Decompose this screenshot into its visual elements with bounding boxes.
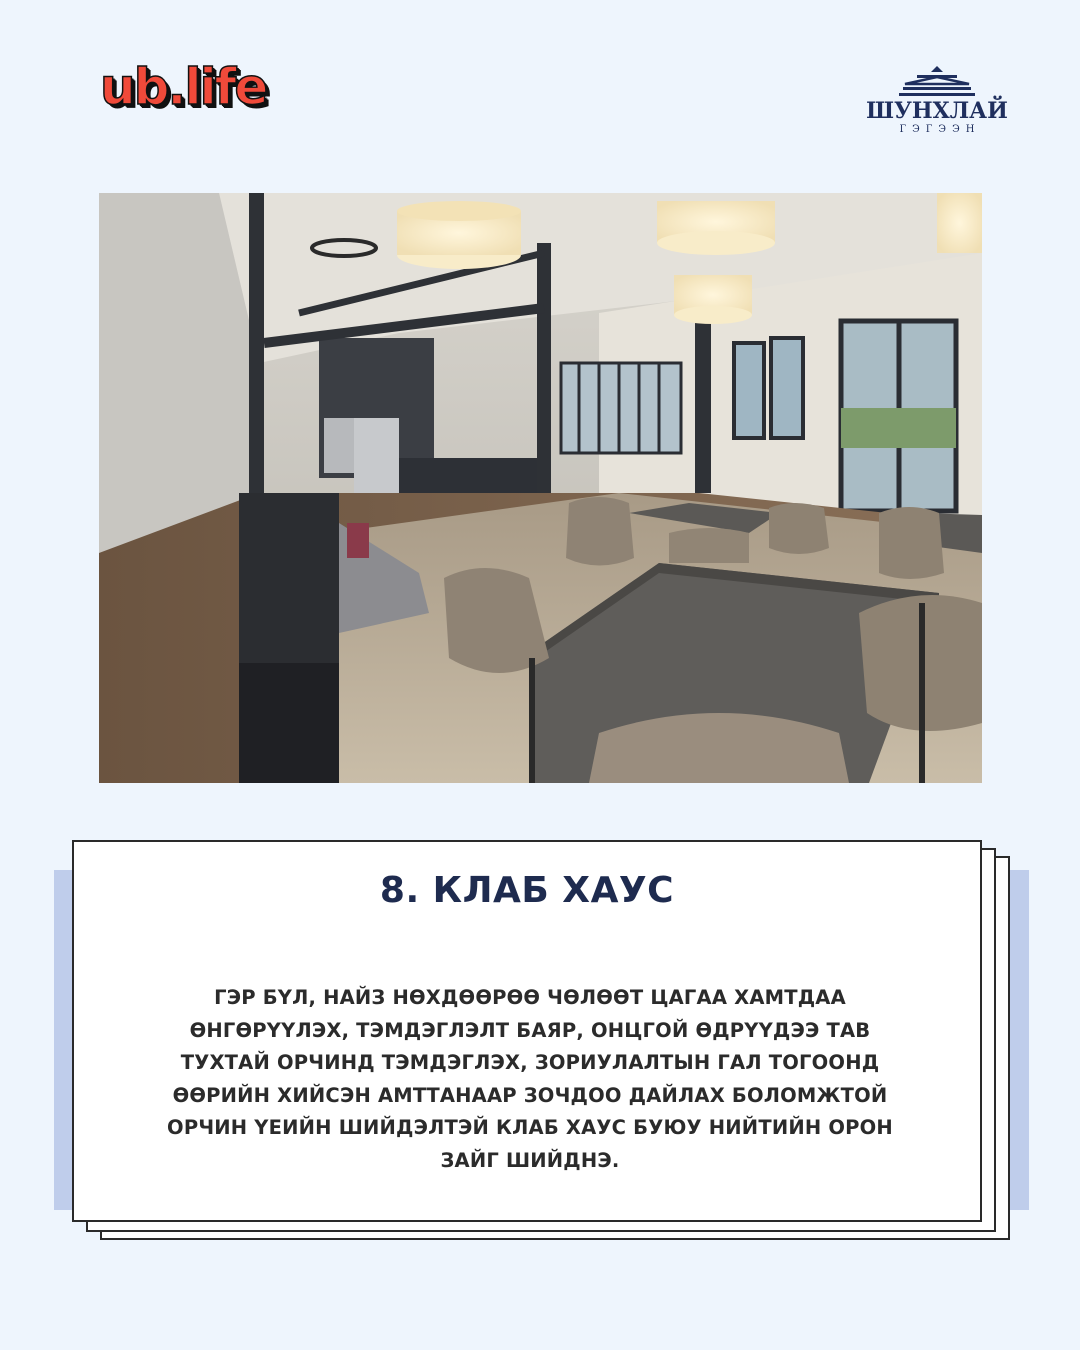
logo-brand-text: ШУНХЛАЙ	[866, 98, 1008, 124]
logo-sub-text: ГЭГЭЭН	[899, 124, 981, 135]
ublife-logo: ub.life	[100, 58, 267, 116]
clubhouse-interior-photo	[99, 193, 982, 783]
card-body-text: ГЭР БҮЛ, НАЙЗ НӨХДӨӨРӨӨ ЧӨЛӨӨТ ЦАГАА ХАМТДАА ӨНГӨРҮҮЛЭХ, ТЭМДЭГЛЭЛТ БАЯР, ОНЦГОЙ ӨДРҮҮДЭЭ ТАВ ТУХТАЙ ОРЧИНД ТЭМДЭГЛЭХ, ЗОРИУЛАЛТЫН ГАЛ ТОГООНД ӨӨРИЙН ХИЙСЭН АМТТАНААР ЗОЧДОО ДАЙЛАХ БОЛОМЖТОЙ ОРЧИН ҮЕИЙН ШИЙДЭЛТЭЙ КЛАБ ХАУС БУЮУ НИЙТИЙН ОРОН ЗАЙГ ШИЙДНЭ.	[167, 986, 893, 1172]
temple-roof-icon	[897, 64, 977, 98]
card-title: 8. КЛАБ ХАУС	[379, 870, 675, 911]
shunkhlai-logo	[862, 64, 1012, 146]
